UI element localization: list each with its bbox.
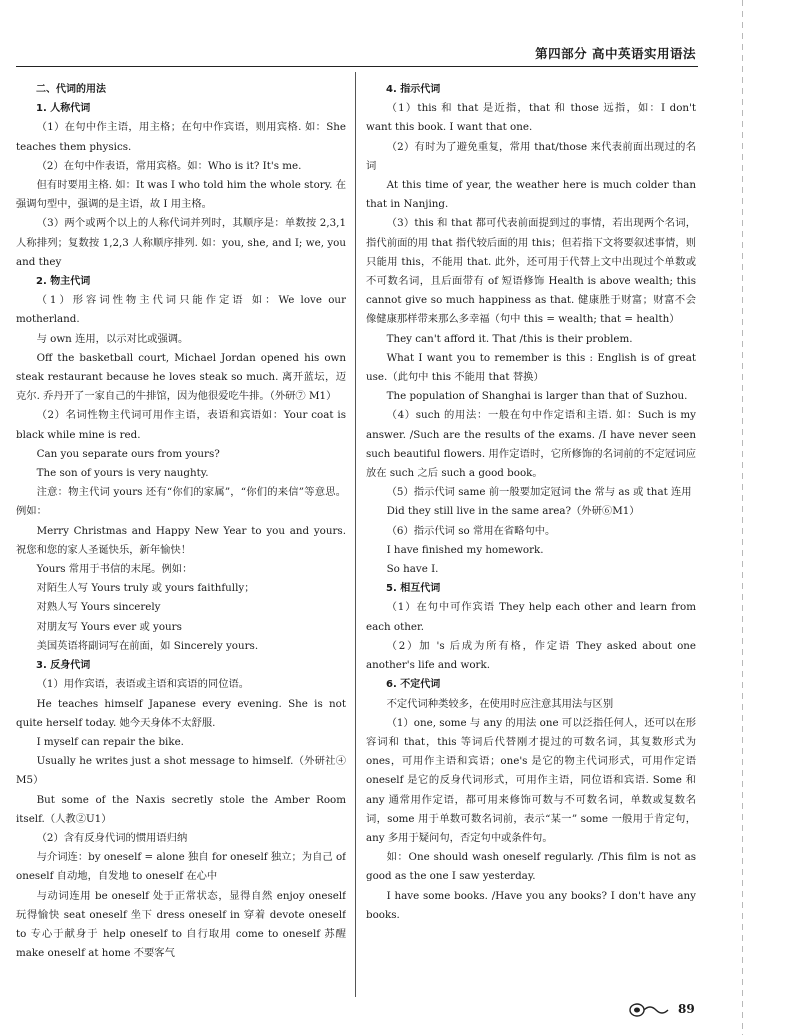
section-heading: 4. 指示代词 — [386, 84, 441, 95]
paragraph: （4）such 的用法：一般在句中作定语和主语. 如：Such is my answer. /Such are the results of the exams. /I have never seen such beautiful flowers. 用作定语时，它所修饰的名词前的不定冠词应放在 such 之后 such a good book。 — [366, 409, 696, 480]
paragraph: 与介词连：by oneself = alone 独自 for oneself 独立；为自己 of oneself 自动地，自发地 to oneself 在心中 — [16, 851, 346, 883]
page-number: 89 — [678, 1002, 695, 1016]
right-column — [366, 80, 696, 1000]
header-rule — [16, 66, 698, 67]
paragraph: （1）在句中可作宾语 They help each other and learn from each other. — [366, 601, 696, 633]
paragraph: I myself can repair the bike. — [36, 735, 184, 748]
paragraph: I have finished my homework. — [386, 543, 544, 556]
paragraph: The population of Shanghai is larger than that of Suzhou. — [386, 390, 688, 403]
paragraph: Can you separate ours from yours? — [36, 447, 220, 460]
paragraph: 不定代词种类较多，在使用时应注意其用法与区别 — [386, 697, 614, 710]
paragraph: （3）两个或两个以上的人称代词并列时，其顺序是：单数按 2,3,1 人称排列；复数按 1,2,3 人称顺序排列. 如：you, she, and I; we, you and they — [16, 217, 346, 268]
scan-edge — [742, 0, 743, 1035]
paragraph: 如：One should wash oneself regularly. /This film is not as good as the one I saw yesterday. — [366, 851, 696, 883]
paragraph: 对熟人写 Yours sincerely — [36, 601, 161, 614]
column-divider — [355, 72, 356, 997]
paragraph: 美国英语将副词写在前面，如 Sincerely yours. — [36, 639, 259, 652]
section-heading: 3. 反身代词 — [36, 660, 91, 672]
paragraph: But some of the Naxis secretly stole the Amber Room itself.（人教②U1） — [16, 793, 346, 825]
paragraph: 但有时要用主格. 如：It was I who told him the whole story. 在强调句型中，强调的是主语，故 I 用主格。 — [16, 179, 346, 211]
paragraph: Usually he writes just a shot message to himself.（外研社④ M5） — [16, 755, 346, 787]
paragraph: Yours 常用于书信的末尾。例如： — [36, 563, 193, 576]
paragraph: （2）名词性物主代词可用作主语，表语和宾语如：Your coat is black while mine is red. — [16, 409, 346, 441]
paragraph: （1）在句中作主语，用主格；在句中作宾语，则用宾格. 如：She teaches them physics. — [16, 121, 346, 153]
paragraph: 对朋友写 Yours ever 或 yours — [36, 620, 182, 633]
page-ornament-icon — [628, 1002, 672, 1018]
paragraph: （1）this 和 that 是近指，that 和 those 远指，如：I don't want this book. I want that one. — [366, 102, 696, 134]
paragraph: （1）one, some 与 any 的用法 one 可以泛指任何人，还可以在形容词和 that，this 等词后代替刚才提过的可数名词，其复数形式为 ones，可用作主语和宾语；one's 是它的物主代词形式，可用作定语 oneself 是它的反身代词形式，可用作主语，同位语和宾语. Some 和 any 通常用作定语，都可用来修饰可数与不可数名词，单数或复数名词，some 用于单数可数名词前，表示“某一” some 一般用于肯定句，any 多用于疑问句，否定句中或条件句。 — [366, 716, 696, 844]
paragraph: （2）加 's 后成为所有格，作定语 They asked about one another's life and work. — [366, 639, 696, 672]
paragraph: What I want you to remember is this : English is of great use.（此句中 this 不能用 that 替换） — [366, 351, 696, 384]
section-heading: 1. 人称代词 — [36, 103, 91, 115]
paragraph: I have some books. /Have you any books? I don't have any books. — [366, 889, 696, 921]
paragraph: So have I. — [386, 563, 439, 576]
page-header — [16, 38, 696, 62]
paragraph: Off the basketball court, Michael Jordan opened his own steak restaurant because he loves steak so much. 离开蓝坛，迈克尔. 乔丹开了一家自己的牛排馆，因为他很爱吃牛排。（外研⑦ M1） — [16, 351, 346, 403]
paragraph: （2）含有反身代词的惯用语归纳 — [36, 831, 188, 844]
paragraph: （6）指示代词 so 常用在省略句中。 — [386, 524, 556, 537]
paragraph: At this time of year, the weather here is much colder than that in Nanjing. — [366, 179, 696, 211]
paragraph: （2）有时为了避免重复，常用 that/those 来代表前面出现过的名词 — [366, 140, 696, 172]
section-heading: 2. 物主代词 — [36, 276, 91, 288]
paragraph: （2）在句中作表语，常用宾格。如：Who is it? It's me. — [36, 159, 302, 172]
paragraph: （1）形容词性物主代词只能作定语 如：We love our motherland. — [16, 294, 346, 326]
running-header-title: 第四部分 高中英语实用语法 — [535, 46, 696, 61]
paragraph: （1）用作宾语，表语或主语和宾语的同位语。 — [36, 678, 250, 691]
paragraph: 对陌生人写 Yours truly 或 yours faithfully； — [36, 582, 255, 595]
paragraph: The son of yours is very naughty. — [36, 467, 209, 480]
paragraph: He teaches himself Japanese every evening. She is not quite herself today. 她今天身体不太舒服. — [16, 697, 346, 729]
paragraph: Merry Christmas and Happy New Year to you and yours. 祝您和您的家人圣诞快乐，新年愉快！ — [16, 524, 346, 556]
paragraph: 与 own 连用，以示对比或强调。 — [36, 332, 189, 345]
paragraph: They can't afford it. That /this is their problem. — [386, 332, 633, 345]
section-heading: 6. 不定代词 — [386, 679, 441, 691]
paragraph: （5）指示代词 same 前一般要加定冠词 the 常与 as 或 that 连用 — [386, 486, 692, 499]
page-footer — [628, 1000, 718, 1022]
paragraph: Did they still live in the same area?（外研⑥M1） — [386, 505, 640, 518]
section-heading: 5. 相互代词 — [386, 583, 441, 595]
paragraph: 注意：物主代词 yours 还有“你们的家属”，“你们的来信”等意思。例如： — [16, 486, 346, 518]
left-column — [16, 80, 346, 1000]
paragraph: （3）this 和 that 都可代表前面提到过的事情，若出现两个名词，指代前面的用 that 指代较后面的用 this；但若指下文将要叙述事情，则只能用 this，不能用 that. 此外，还可用于代替上文中出现过个单数或不可数名词，且后面带有 of 短语修饰 Health is above wealth; this cannot give so much happiness as that. 健康胜于财富；财富不会像健康那样带来那么多幸福（句中 this = wealth; that = health） — [366, 217, 696, 326]
paragraph: 与动词连用 be oneself 处于正常状态，显得自然 enjoy oneself 玩得愉快 seat oneself 坐下 dress oneself in 穿着 devote oneself to 专心于献身于 help oneself to 自行取用 come to oneself 苏醒 make oneself at home 不要客气 — [16, 889, 346, 960]
section-heading: 二、代词的用法 — [36, 84, 106, 95]
